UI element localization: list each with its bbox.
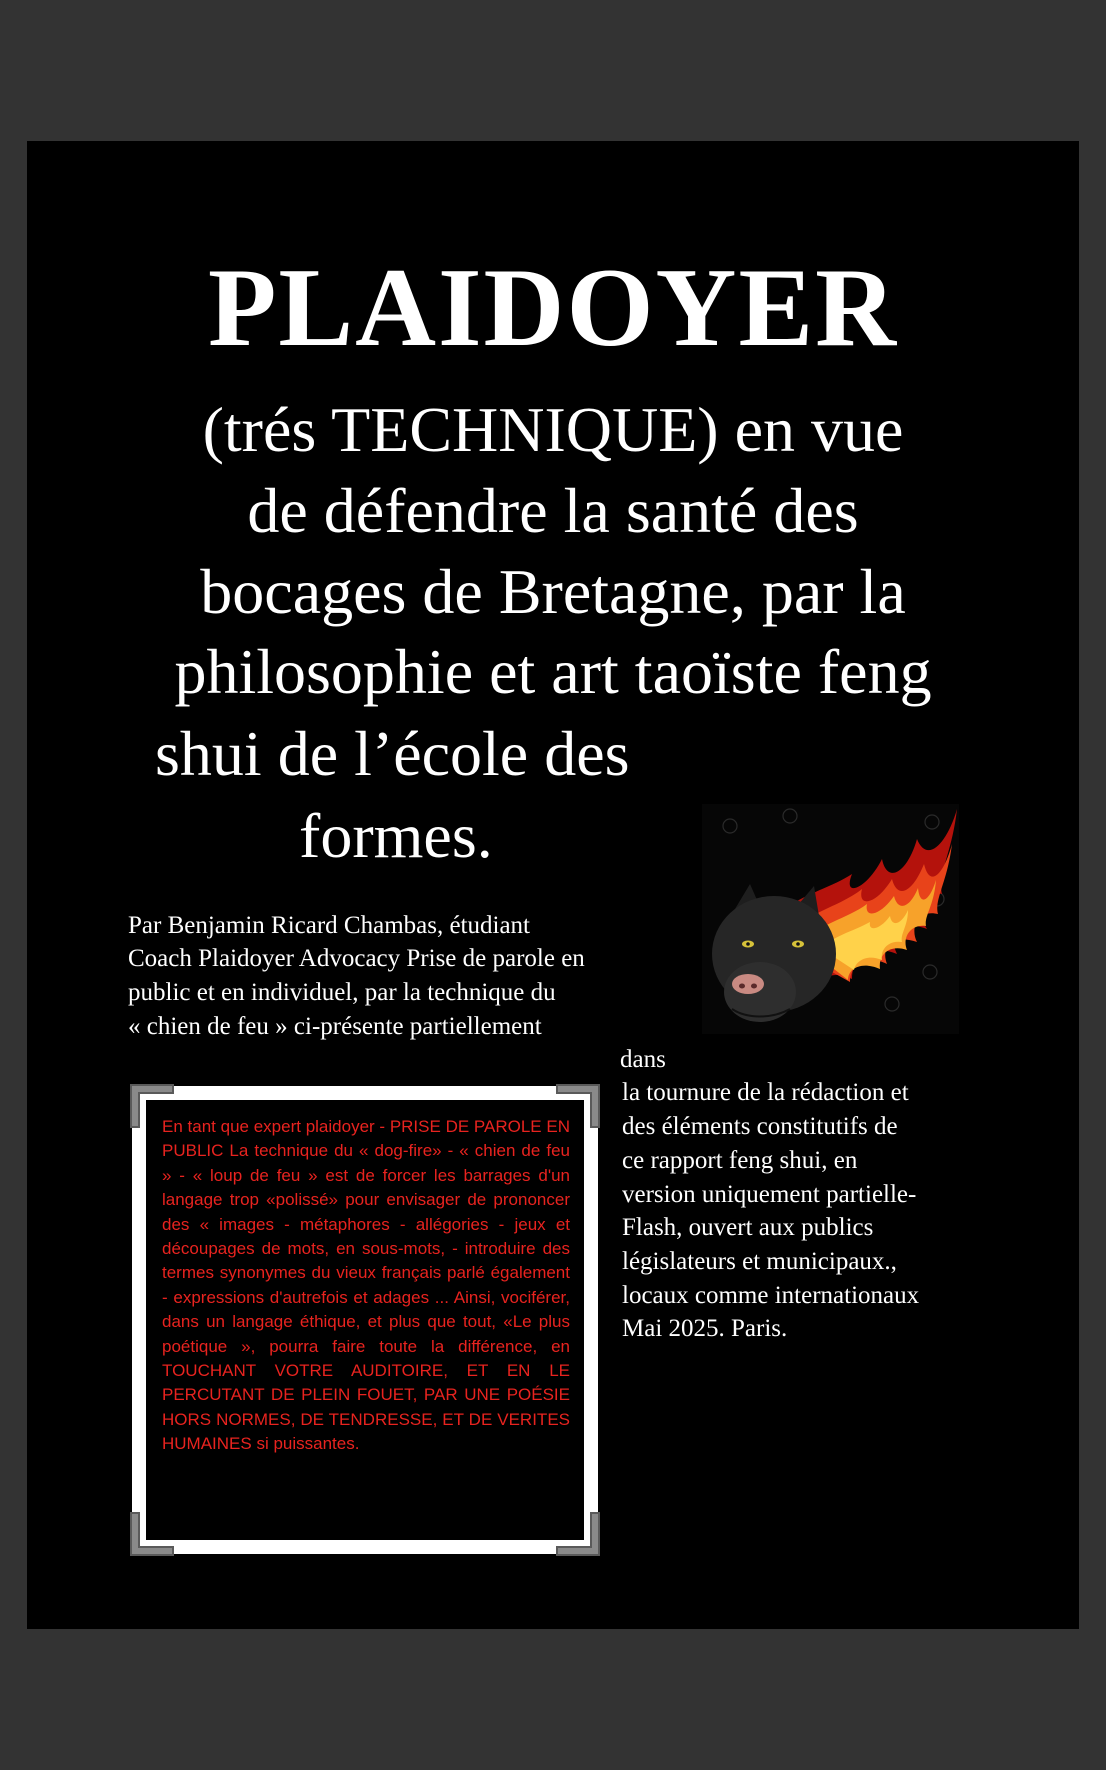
author-line: Par Benjamin Ricard Chambas, étudiant: [128, 912, 530, 939]
author-line: public et en individuel, par la technique du: [128, 979, 556, 1006]
frame-corner-icon: [130, 1512, 174, 1556]
author-line: ce rapport feng shui, en: [622, 1147, 858, 1174]
subtitle-line: bocages de Bretagne, par la: [200, 556, 906, 627]
frame-corner-icon: [556, 1512, 600, 1556]
subtitle-line: (trés TECHNIQUE) en vue: [202, 394, 904, 465]
fire-dog-icon: [702, 804, 959, 1034]
subtitle-line: de défendre la santé des: [247, 475, 859, 546]
author-line: Coach Plaidoyer Advocacy Prise de parole en: [128, 945, 585, 972]
author-line: des éléments constitutifs de: [622, 1113, 898, 1140]
author-line: Flash, ouvert aux publics: [622, 1214, 874, 1241]
subtitle-line: philosophie et art taoïste feng: [174, 636, 932, 707]
document-title: PLAIDOYER: [207, 246, 899, 370]
author-line: version uniquement partielle-: [622, 1181, 917, 1208]
framed-paragraph: En tant que expert plaidoyer - PRISE DE PAROLE EN PUBLIC La technique du « dog-fire» - « chien de feu » - « loup de feu » est de forcer les barrages d'un langage trop «polissé» pour envisager de prononcer des « images - métaphores - allégories - jeux et découpages de mots, en sous-mots, - introduire des termes synonymes du vieux français parlé également - expressions d'autrefois et adages ... Ainsi, vociférer, dans un langage éthique, et plus que tout, «Le plus poétique », pourra faire toute la différence, en TOUCHANT VOTRE AUDITOIRE, ET EN LE PERCUTANT DE PLEIN FOUET, PAR UNE POÉSIE HORS NORMES, DE TENDRESSE, ET DE VERITES HUMAINES si puissantes.: [162, 1117, 570, 1454]
author-line: dans: [620, 1046, 666, 1073]
subtitle-line: shui de l’école des: [155, 718, 630, 789]
subtitle-line: formes.: [299, 800, 493, 871]
author-line: « chien de feu » ci-présente partiellement: [128, 1013, 542, 1040]
author-line: législateurs et municipaux.,: [622, 1248, 897, 1275]
author-line: Mai 2025. Paris.: [622, 1315, 788, 1342]
author-line: locaux comme internationaux: [622, 1282, 920, 1309]
author-line: la tournure de la rédaction et: [622, 1079, 909, 1106]
fire-dog-image: [702, 804, 959, 1034]
